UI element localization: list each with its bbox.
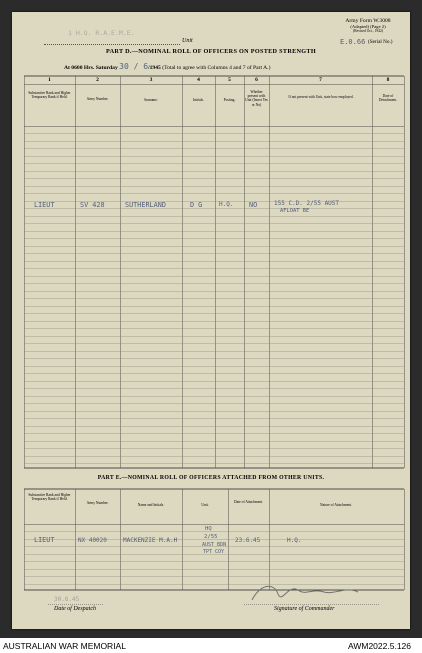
col-header-employed: If not present with Unit, state how employed. [288, 95, 354, 99]
credit-left: AUSTRALIAN WAR MEMORIAL [3, 641, 126, 651]
e-col-header-rank: Substantive Rank and Higher Temporary Rank if Held. [28, 493, 71, 502]
year: /1945 [148, 65, 161, 71]
entry-e-unit-4: TPT COY [203, 549, 225, 555]
entry-e-unit-3: AUST BDN [202, 542, 227, 548]
col-num-4: 4 [197, 77, 200, 83]
commander-signature [252, 586, 358, 600]
col-header-posting: Posting. [223, 98, 236, 102]
entry-d-number: SV 428 [80, 201, 105, 209]
form-sheet [12, 12, 410, 629]
col-num-7: 7 [319, 77, 322, 83]
entry-d-posting: H.Q. [219, 201, 234, 208]
credit-bar [0, 638, 422, 653]
col-num-3: 3 [149, 77, 153, 83]
col-header-army-number: Army Number. [86, 97, 109, 101]
col-num-2: 2 [96, 77, 99, 83]
signature-label: Signature of Commander [274, 606, 335, 612]
form-id-line1: Army Form W.3008 [345, 18, 391, 24]
entry-d-employed-1: 155 C.D. 2/55 AUST [274, 200, 340, 207]
e-col-header-army-number: Army Number. [86, 501, 109, 505]
e-col-header-name: Name and Initials. [137, 503, 165, 507]
col-header-rank: Substantive Rank and Higher Temporary Rank if Held. [28, 91, 71, 100]
entry-e-rank: LIEUT [34, 536, 55, 544]
serial-number: E.0.66 [340, 38, 366, 46]
at-prefix: At 0600 Hrs. Saturday [64, 65, 118, 71]
entry-e-nature: H.Q. [287, 537, 302, 544]
entry-e-unit-1: HQ [205, 526, 212, 532]
col-num-8: 8 [386, 77, 390, 83]
entry-e-unit-2: 2/55 [204, 534, 218, 540]
entry-e-number: NX 40020 [78, 537, 107, 544]
col-header-initials: Initials. [193, 98, 204, 102]
unit-label: Unit [182, 38, 193, 44]
entry-d-employed-2: AFLOAT BE [280, 208, 310, 214]
unit-handwritten: 1 H.Q. R.A.E.M.E. [68, 29, 135, 37]
col-num-6: 6 [255, 77, 258, 83]
e-col-header-unit: Unit. [201, 503, 209, 507]
col-num-5: 5 [228, 77, 231, 83]
col-num-1: 1 [48, 77, 51, 83]
date-handwritten: 30 / 6 [119, 62, 149, 71]
e-col-header-attachment-date: Date of Attachment. [233, 500, 264, 504]
despatch-label: Date of Despatch [54, 606, 96, 612]
col-header-surname: Surname. [144, 98, 158, 102]
e-col-header-nature: Nature of Attachment. [319, 503, 353, 507]
at-suffix: (Total to agree with Columns 4 and 7 of Part A.) [162, 65, 271, 71]
col-header-detachment: Date of Detachment. [378, 94, 398, 103]
col-header-present: Whether present with Unit (Insert Yes or No) [245, 90, 268, 107]
form-id-line3: (Revised Oct., 1942) [353, 29, 383, 33]
despatch-date-handwritten: 30.6.45 [54, 596, 80, 603]
entry-e-date: 23.6.45 [235, 537, 261, 544]
serial-label: (Serial No.) [368, 39, 393, 45]
entry-d-present: NO [249, 201, 258, 209]
entry-d-surname: SUTHERLAND [125, 201, 166, 209]
part-d-title: PART D.—NOMINAL ROLL OF OFFICERS ON POSTED STRENGTH [106, 48, 316, 55]
entry-e-name: MACKENZIE M.A.H [123, 537, 178, 544]
credit-right: AWM2022.5.126 [348, 641, 411, 651]
entry-d-rank: LIEUT [34, 201, 55, 209]
part-e-title: PART E.—NOMINAL ROLL OF OFFICERS ATTACHED FROM OTHER UNITS. [97, 475, 325, 481]
entry-d-initials: D G [190, 201, 203, 209]
form-id-line2: (Adapted) (Page 2) [350, 24, 386, 29]
